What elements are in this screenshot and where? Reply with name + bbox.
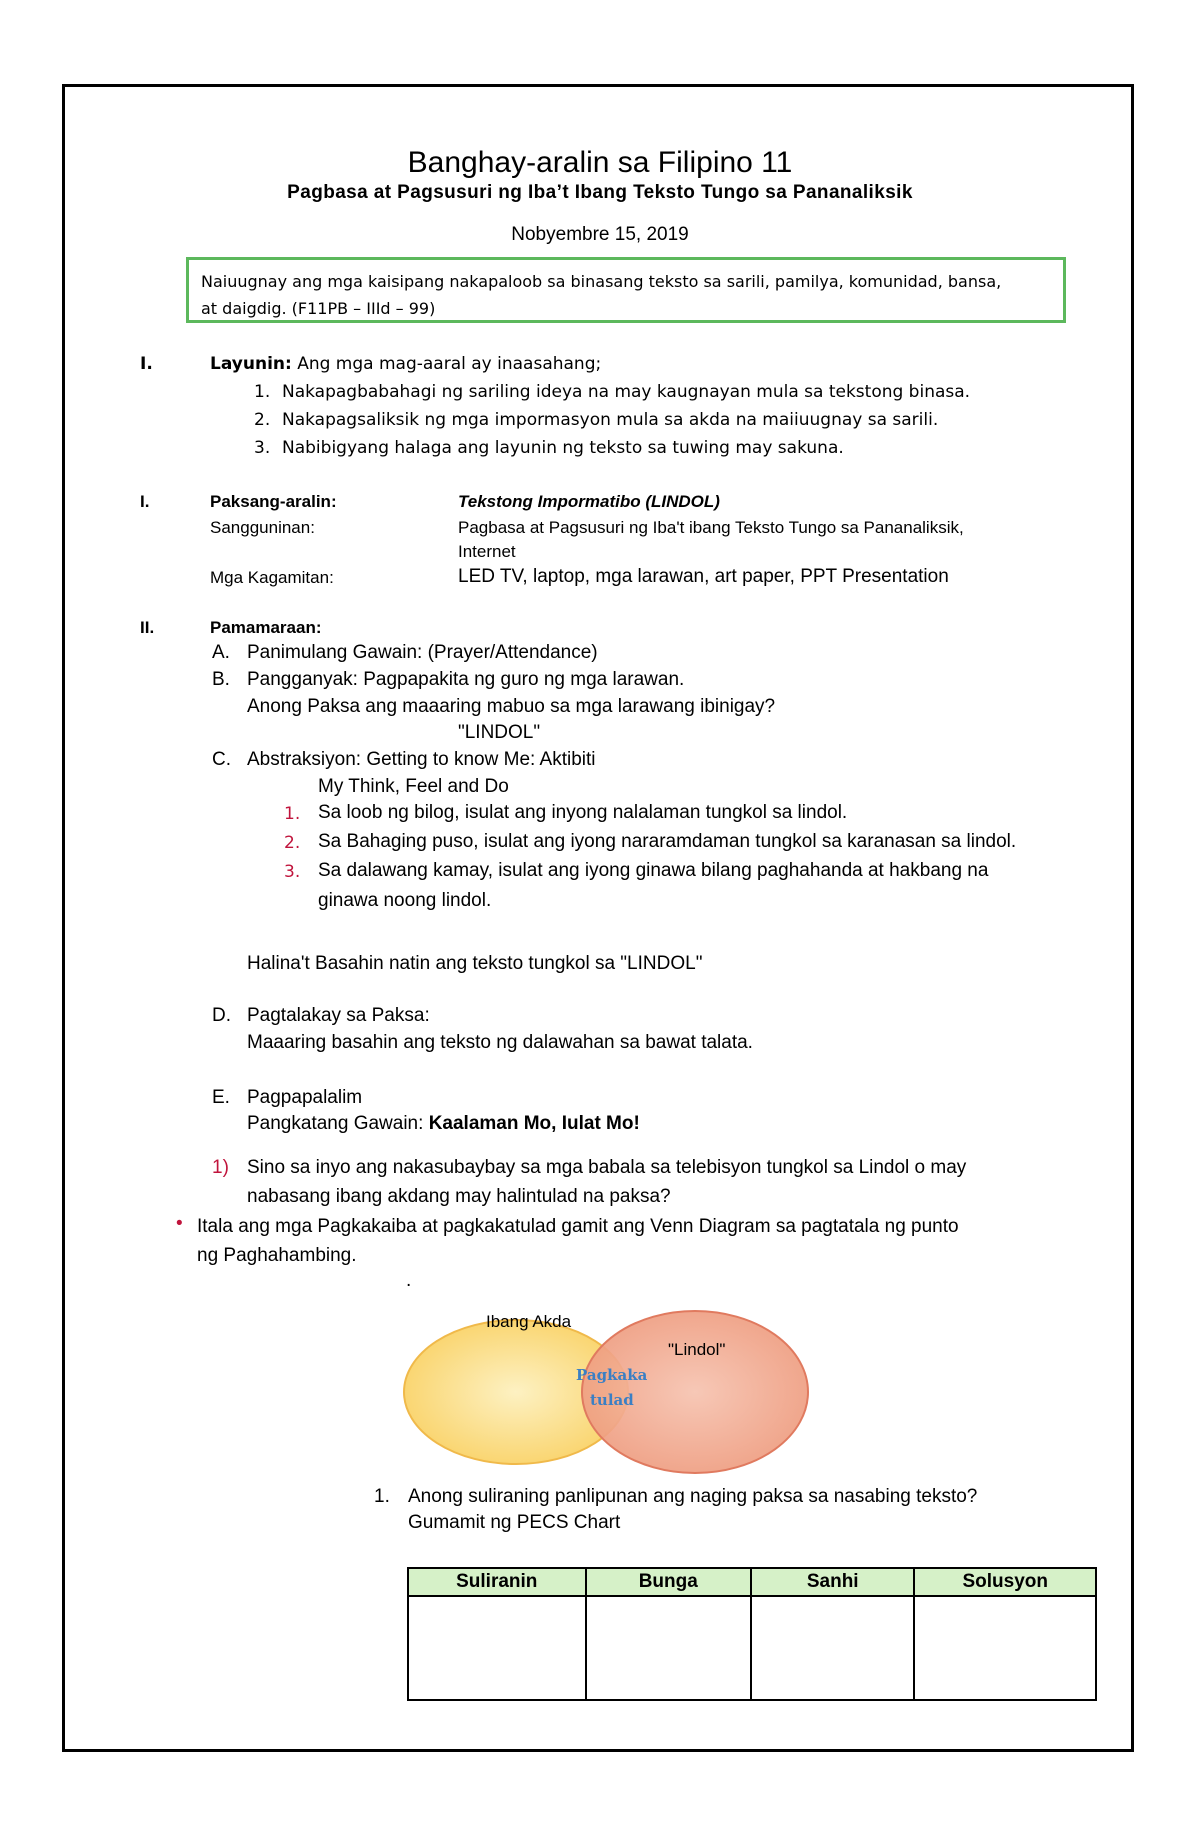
stray-dot: . [406,1270,412,1291]
step-a: Panimulang Gawain: (Prayer/Attendance) [247,642,598,663]
pecs-blank-row [408,1596,1096,1700]
layunin-item-num: 2. [254,410,271,430]
pecs-cell [586,1596,751,1700]
step-letter: B. [212,669,230,690]
step-e: Pagpapalalim [247,1087,363,1108]
layunin-item-num: 3. [254,438,271,458]
activity-item: Sa Bahaging puso, isulat ang iyong nararamdaman tungkol sa karanasan sa lindol. [318,831,1017,852]
page-title: Banghay-aralin sa Filipino 11 [407,146,793,179]
kagamitan-value: LED TV, laptop, mga larawan, art paper, PPT Presentation [458,566,949,587]
activity-num: 3. [284,862,301,882]
pecs-header-sanhi: Sanhi [751,1568,914,1596]
question-num: 1) [212,1157,229,1178]
pamamaraan-heading: Pamamaraan: [210,618,322,637]
sanggunian-value-1: Pagbasa at Pagsusuri ng Iba't ibang Teksto Tungo sa Pananaliksik, [458,518,964,537]
pecs-header-suliranin: Suliranin [408,1568,586,1596]
layunin-heading: Layunin: [210,354,292,374]
layunin-heading-line [210,354,601,374]
pamamaraan-numeral: II. [140,618,155,637]
venn-overlap-line-1: Pagkaka [576,1366,648,1384]
question-line-2: nabasang ibang akdang may halintulad na paksa? [247,1186,671,1207]
step-c-closing: Halina't Basahin natin ang teksto tungkol sa "LINDOL" [247,953,703,974]
layunin-item: Nabibigyang halaga ang layunin ng teksto sa tuwing may sakuna. [282,438,844,458]
step-b: Pangganyak: Pagpapakita ng guro ng mga larawan. [247,669,685,690]
paksa-numeral: I. [140,492,150,511]
sanggunian-label: Sangguninan: [210,518,315,537]
layunin-item-num: 1. [254,382,271,402]
pecs-cell [408,1596,586,1700]
venn-overlap-line-2: tulad [590,1391,634,1409]
pecs-header-bunga: Bunga [586,1568,751,1596]
pecs-question: Anong suliraning panlipunan ang naging paksa sa nasabing teksto? [408,1486,978,1507]
competency-line-1: Naiuugnay ang mga kaisipang nakapaloob sa binasang teksto sa sarili, pamilya, komunidad, bansa, [201,272,1002,291]
step-letter: E. [212,1087,230,1108]
activity-num: 2. [284,833,301,853]
bullet-line-1: Itala ang mga Pagkakaiba at pagkakatulad gamit ang Venn Diagram sa pagtatala ng punto [197,1216,959,1237]
bullet-icon: • [176,1213,183,1234]
bullet-line-2: ng Paghahambing. [197,1245,357,1266]
kagamitan-label: Mga Kagamitan: [210,568,334,587]
activity-item-continued: ginawa noong lindol. [318,890,492,911]
paksa-topic: Tekstong Impormatibo (LINDOL) [458,492,720,511]
competency-line-2: at daigdig. (F11PB – IIId – 99) [201,299,436,318]
pecs-cell [914,1596,1096,1700]
sanggunian-value-2: Internet [458,542,516,561]
page-subtitle: Pagbasa at Pagsusuri ng Iba’t Ibang Teksto Tungo sa Pananaliksik [287,182,913,203]
step-letter: D. [212,1005,231,1026]
layunin-numeral: I. [140,354,153,374]
pecs-header-row [408,1568,1096,1596]
activity-item: Sa dalawang kamay, isulat ang iyong ginawa bilang paghahanda at hakbang na [318,860,989,881]
step-d: Pagtalakay sa Paksa: [247,1005,430,1026]
step-e-activity-title: Kaalaman Mo, Iulat Mo! [428,1113,640,1134]
layunin-intro: Ang mga mag-aaral ay inaasahang; [291,354,602,374]
step-c-subtitle: My Think, Feel and Do [318,776,509,797]
step-e-activity-prefix: Pangkatang Gawain: [247,1113,429,1134]
step-letter: A. [212,642,230,663]
step-letter: C. [212,749,231,770]
activity-num: 1. [284,804,301,824]
venn-right-label: "Lindol" [668,1340,726,1359]
step-d-detail: Maaaring basahin ang teksto ng dalawahan sa bawat talata. [247,1032,753,1053]
pecs-chart [407,1567,1097,1701]
activity-item: Sa loob ng bilog, isulat ang inyong nalalaman tungkol sa lindol. [318,802,848,823]
pecs-cell [751,1596,914,1700]
step-b-question: Anong Paksa ang maaaring mabuo sa mga larawang ibinigay? [247,696,776,717]
lesson-date: Nobyembre 15, 2019 [511,224,689,245]
layunin-item: Nakapagsaliksik ng mga impormasyon mula sa akda na maiiuugnay sa sarili. [282,410,939,430]
pecs-question-num: 1. [374,1486,390,1507]
paksa-heading: Paksang-aralin: [210,492,337,511]
competency-box [186,257,1066,323]
pecs-instruction: Gumamit ng PECS Chart [408,1512,621,1533]
venn-left-label: Ibang Akda [486,1312,572,1331]
step-b-answer: "LINDOL" [458,722,541,743]
layunin-item: Nakapagbabahagi ng sariling ideya na may kaugnayan mula sa tekstong binasa. [282,382,971,402]
step-c: Abstraksiyon: Getting to know Me: Aktibiti [247,749,596,770]
question-line-1: Sino sa inyo ang nakasubaybay sa mga babala sa telebisyon tungkol sa Lindol o may [247,1157,967,1178]
pecs-header-solusyon: Solusyon [914,1568,1096,1596]
step-e-activity [247,1113,640,1135]
